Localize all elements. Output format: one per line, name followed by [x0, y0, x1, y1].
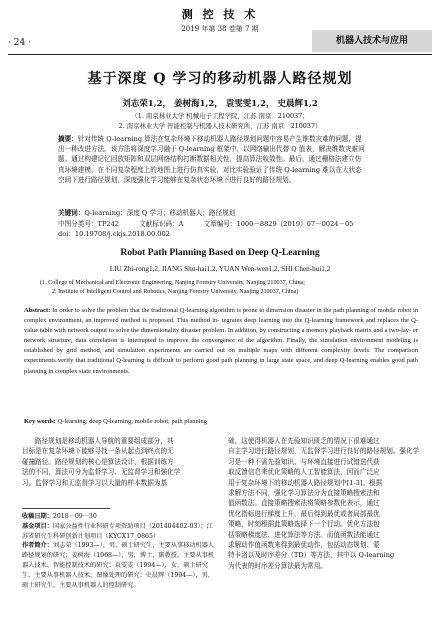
footnote-rule: [22, 508, 110, 509]
column-badge: 机器人技术与应用: [312, 30, 432, 52]
affiliation-cn-1: （1. 南京林业大学 机械电子工程学院，江苏 南京 210037；: [131, 112, 309, 120]
keywords-en: [24, 418, 418, 425]
body-line: 值函数法。直接策略搜索法将策略参数化表示，通过: [228, 499, 380, 508]
body-line: 括策略梯度法、进化算法等方法。而值函数法能通过: [228, 530, 380, 539]
body-column-right: [228, 436, 424, 571]
body-line: 求解动作值函数来得到最优动作，包括动态规划、蒙: [228, 541, 380, 550]
keywords-cn: [58, 207, 235, 217]
body-line: 目标是在复杂环境下能够寻找一条从起点到终点的无: [22, 447, 174, 456]
abstract-cn-line: 真环境建模，在不同复杂程度上的地图上进行仿真实验，对比实验验证了传统 Q-learning 难以在大状态: [58, 165, 362, 174]
footnote-authors: [22, 541, 218, 590]
abstract-cn-label: 摘要：: [58, 135, 78, 143]
abstract-en-label: Abstract:: [24, 307, 51, 314]
abstract-en: [24, 306, 418, 377]
affiliation-en-2: 2. Institute of Intelligent Control and Robotics, Nanjing Forestry University, Nanjing 210037, China): [52, 289, 299, 295]
abstract-en-line: tegrates deep learning into the Q-learning framework and replaces the Q-value table with network output to: [24, 317, 418, 335]
journal-name: 测 控 技 术: [181, 8, 259, 21]
footnote-label: 收稿日期：: [22, 513, 53, 520]
footnote-label: 作者简介：: [22, 542, 53, 550]
abstract-en-line: simulation environment modeling is established by grid method, and simulation experiments are carried out on: [24, 337, 419, 355]
authors-cn: 刘志荣1,2， 姜树海1,2， 袁雯雯1,2， 史晨辉1,2: [122, 99, 318, 109]
footnote-text: 刘志荣（1993—），男，硕士研究生，主要从事移动机器人路径规划的研究；姜树海（1968—），男，博士，副教授，主要从事机器人技术、智能控制技术的研究；袁雯雯（1994—），女，硕士研究生，主要从事机器人技术、图像处理的研究；史晨辉（1994—），男，硕士研究生，主要从事机器人的控制研究。: [22, 542, 215, 589]
keywords-en-text: Q-learning; deep Q-learning; mobile robot; path planning: [57, 418, 208, 425]
classification-info: [58, 218, 371, 228]
body-line: 特卡洛以及时序差分（TD）等方法，其中以 Q-learning: [228, 551, 395, 560]
abstract-en-line: in the path planning of mobile robot in complex environment, an improved method is proposed. This method in-: [24, 307, 419, 325]
keywords-en-label: Key words:: [24, 418, 56, 425]
abstract-cn-line: 针对传统 Q-learning 算法在复杂环境下移动机器人路径规划问题中容易产生维数灾难的问题，提: [77, 135, 362, 143]
abstract-en-line: difficult to perform good path planning in large state space, and deep Q-learning enables good path planning in: [24, 357, 419, 375]
body-line: 自主学习进行路径规划，无监督学习进行良好的路径规划。强化学: [228, 447, 420, 456]
footnote-funding: [22, 522, 218, 542]
body-line: 取反馈信息来优化策略的人工智能算法，因而广泛应: [228, 468, 380, 477]
abstract-en-line: multiple maps with different complexity levels. The comparison experiments verify that traditional Q-learning is: [24, 347, 419, 365]
body-line: 习。监督学习和无监督学习以大量的样本数据为基: [22, 478, 168, 487]
clc-number: 中图分类号：TP242: [58, 220, 119, 228]
footnotes: [22, 512, 218, 590]
journal-header: [160, 6, 280, 34]
body-line: 习是一种不需先验知识、与环境直接进行试错迭代获: [228, 457, 380, 466]
abstract-en-line: solve the dimensionality disaster problem. In addition, by constructing a memory playback matrix and a two-lay-: [115, 327, 412, 335]
footnote-received: [22, 512, 218, 522]
body-column-left: [22, 436, 218, 488]
paper-title-cn: 基于深度 Q 学习的移动机器人路径规划: [87, 71, 353, 87]
abstract-cn-line: 空间下进行路径规划，深度强化学习能够在复杂状态环境下进行良好的路径规划。: [58, 175, 296, 184]
issue-info: 2019 年第 38 卷第 7 期: [181, 25, 259, 33]
footnote-text: 2018－09－30: [52, 513, 97, 520]
affiliation-cn-2: 2. 南京林业大学 智能控制与机器人技术研究所，江苏 南京 210037）: [118, 122, 322, 130]
authors-en: LIU Zhi-rong1,2, JIANG Shu-hai1,2, YUAN Wen-wen1,2, SHI Chen-hui1,2: [109, 265, 331, 273]
keywords-cn-text: Q-learning；深度 Q 学习；移动机器人；路径规划: [84, 209, 236, 217]
article-number: 文章编号：1000－8829（2019）07－0024－05: [203, 220, 354, 228]
document-code: 文献标识码：A: [139, 220, 184, 228]
abstract-cn-line: 题。通过构建记忆回放矩阵和双层网络结构打断数据相关性，提高算法收敛性。最后，通过栅格法建立仿: [58, 155, 362, 164]
doi: doi：10.19708/j.ckjs.2018.00.002: [58, 230, 170, 238]
abstract-en-line: er network structure, data correlation is interrupted to improve the convergence of the algorithm. Finally, the: [24, 327, 419, 345]
body-line: 优化指标进行梯度上升，最后得到最优或者局部最优: [228, 509, 380, 518]
body-line: 础，这使得机器人在先验知识匮乏的情况下很难通过: [228, 437, 380, 445]
footnote-text: 国家公益性行业科研专项资助项目（201404402-03）；江苏省研究生科研创新计划项目（KYCX17_0865）: [22, 522, 213, 540]
abstract-cn: [58, 134, 402, 185]
paper-title-en: Robot Path Planning Based on Deep Q-Learning: [120, 247, 320, 258]
abstract-en-line: In order to solve the problem that the traditional Q-learning algorithm is prone to dimension disaster: [52, 307, 315, 314]
abstract-cn-line: 出一种改进方法。该方法将深度学习融于 Q-learning 框架中，以网络输出代替 Q 值表，解决维数灾难问: [58, 145, 365, 154]
header-rule: [8, 54, 432, 55]
body-line: 法的不同，算法可分为监督学习、无监督学习和强化学: [22, 468, 181, 477]
abstract-en-line: complex state environments.: [55, 367, 130, 375]
body-line: 路径规划是移动机器人导航的重要组成部分，其: [35, 437, 174, 445]
page-number: · 24 ·: [8, 38, 31, 48]
footnote-label: 基金项目：: [22, 522, 53, 530]
body-line: 策略，时刻根据此策略选择下一个行动。优化方法包: [228, 520, 380, 529]
body-line: 求解方法不同，强化学习算法分为直接策略搜索法和: [228, 489, 380, 498]
body-line: 碰撞路径。路径规划的核心是算法设计，根据训练方: [22, 457, 174, 466]
affiliation-en-1: (1. College of Mechanical and Electronic Engineering, Nanjing Forestry University, Nanjing 210037, China;: [40, 280, 305, 286]
body-line: 为代表的时序差分算法最为常用。: [228, 561, 327, 570]
body-line: 用于复杂环境下的移动机器人路径规划中[1-3]。根据: [228, 478, 383, 487]
keywords-cn-label: 关键词：: [58, 209, 85, 217]
